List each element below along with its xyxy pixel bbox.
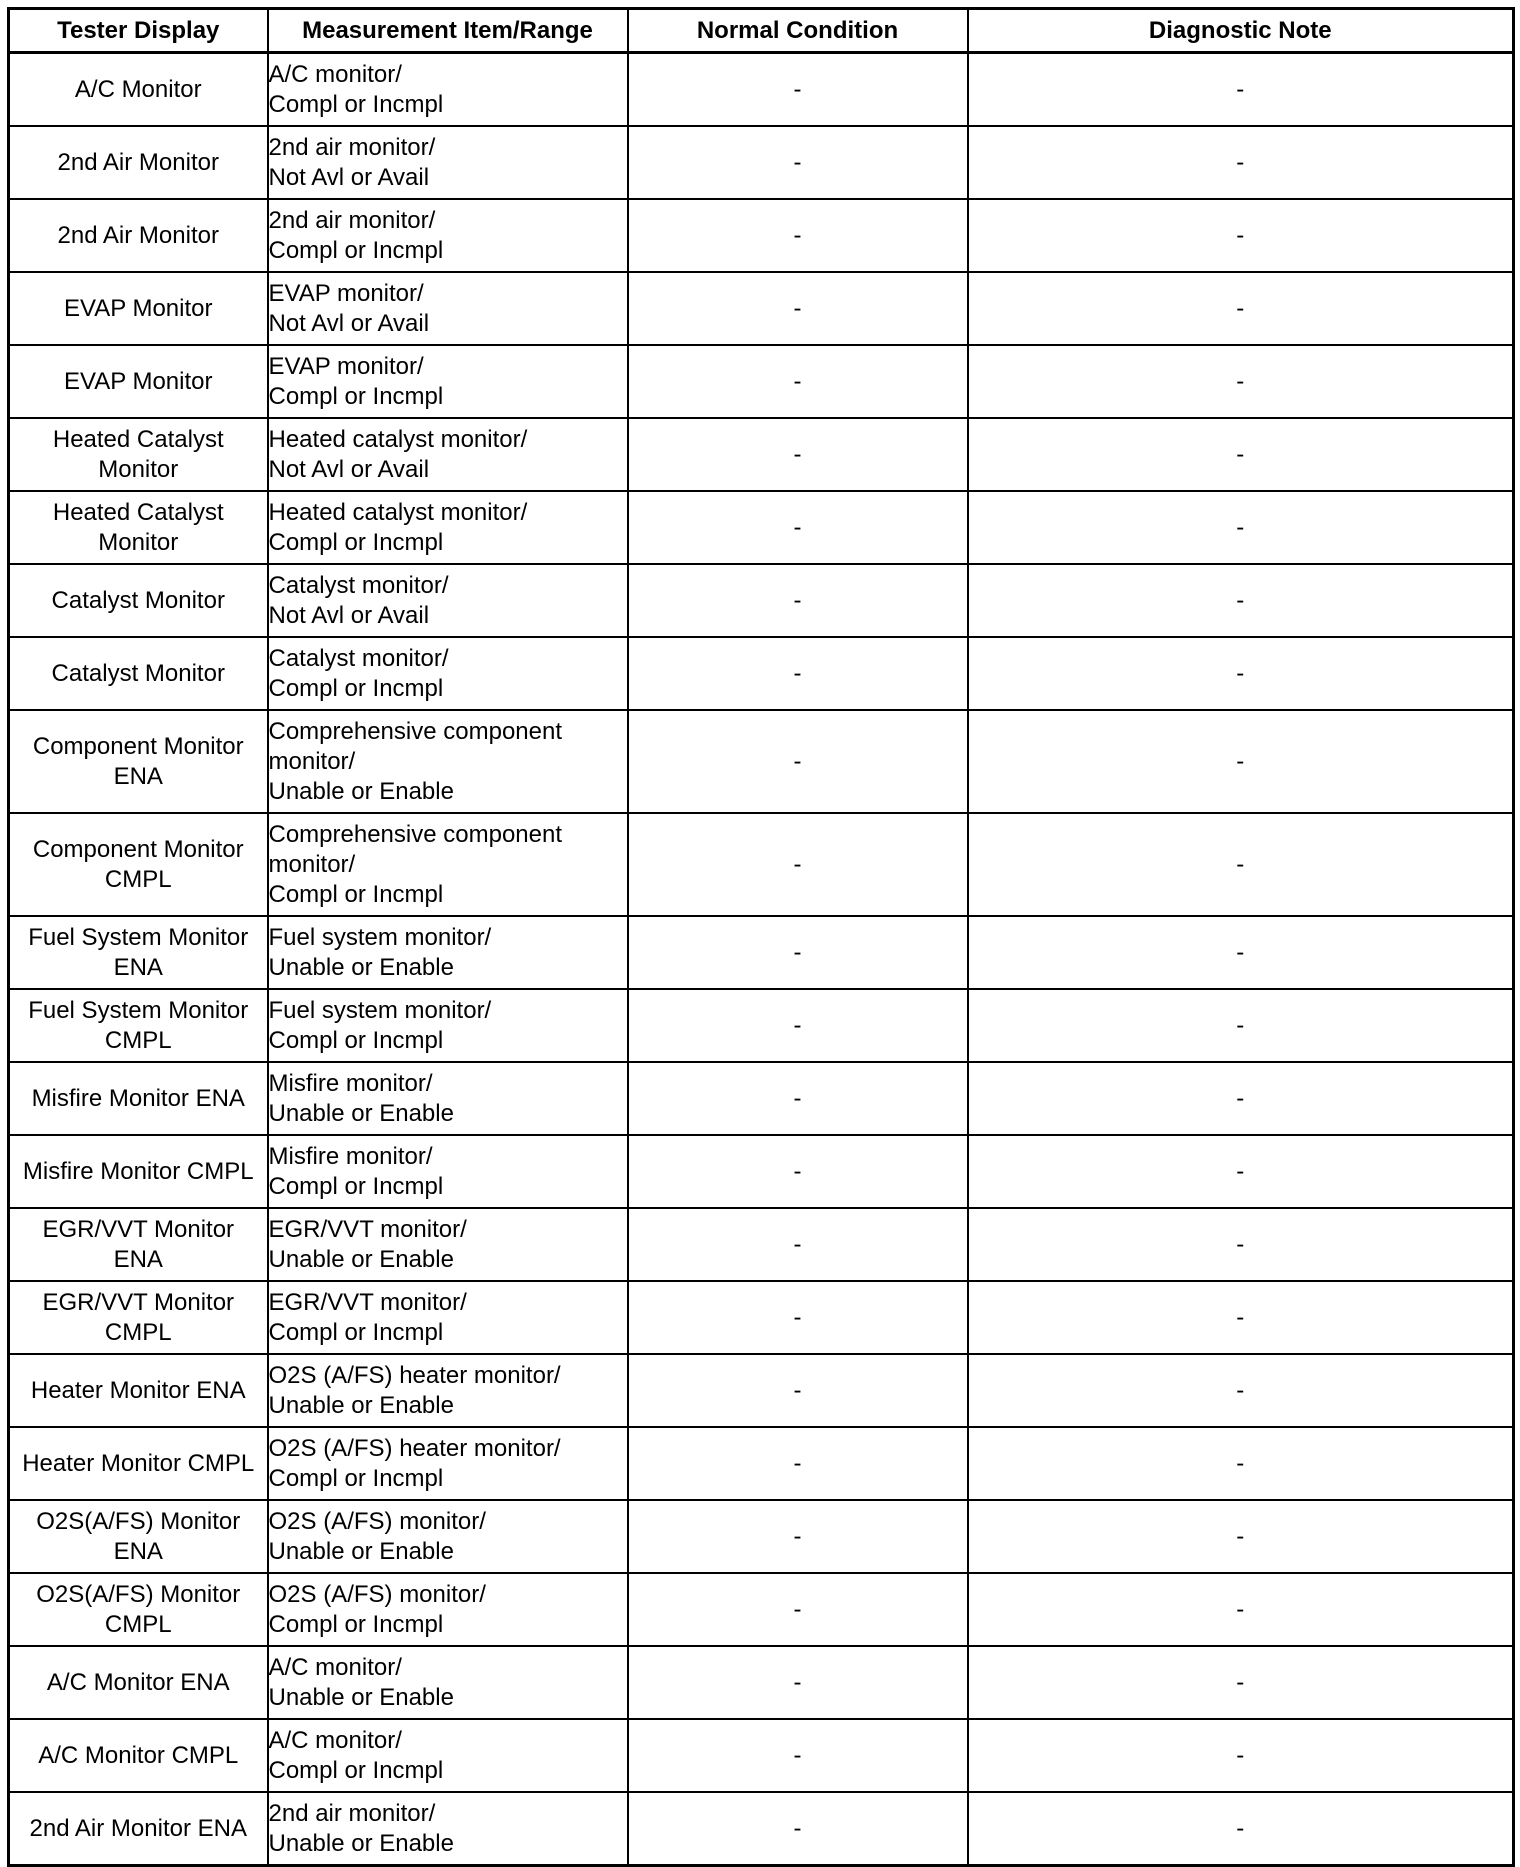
- tester-display-text: Monitor: [98, 528, 179, 556]
- table-row: [9, 1208, 1514, 1281]
- measurement-item-text: Compl or Incmpl: [268, 236, 444, 264]
- tester-display-cell: [9, 1500, 268, 1573]
- diagnostic-note-cell: -: [968, 1208, 1514, 1281]
- table-row: [9, 1135, 1514, 1208]
- normal-condition-cell: -: [628, 1208, 968, 1281]
- diagnostic-note-cell: -: [968, 916, 1514, 989]
- normal-condition-cell: -: [628, 1354, 968, 1427]
- measurement-item-text: 2nd air monitor/: [268, 133, 436, 161]
- normal-condition-cell: -: [628, 272, 968, 345]
- measurement-item-text: Unable or Enable: [268, 777, 454, 805]
- measurement-item-text: O2S (A/FS) monitor/: [268, 1507, 486, 1535]
- table-row: [9, 1281, 1514, 1354]
- measurement-item-text: O2S (A/FS) monitor/: [268, 1580, 486, 1608]
- measurement-item-text: Compl or Incmpl: [268, 674, 444, 702]
- tester-display-text: CMPL: [104, 865, 172, 893]
- measurement-item-text: Compl or Incmpl: [268, 1610, 444, 1638]
- tester-display-text: Monitor: [98, 455, 179, 483]
- measurement-item-text: Compl or Incmpl: [268, 1464, 444, 1492]
- measurement-item-text: Compl or Incmpl: [268, 528, 444, 556]
- normal-condition-cell: -: [628, 1427, 968, 1500]
- tester-display-text: CMPL: [104, 1318, 172, 1346]
- measurement-item-cell: [268, 1719, 628, 1792]
- normal-condition-cell: -: [628, 53, 968, 127]
- measurement-item-cell: [268, 53, 628, 127]
- normal-condition-cell: -: [628, 564, 968, 637]
- tester-display-cell: [9, 1208, 268, 1281]
- diagnostic-note-cell: -: [968, 989, 1514, 1062]
- measurement-item-text: Unable or Enable: [268, 1537, 454, 1565]
- diagnostic-note-cell: -: [968, 1646, 1514, 1719]
- tester-display-text: CMPL: [104, 1610, 172, 1638]
- measurement-item-text: O2S (A/FS) heater monitor/: [268, 1361, 561, 1389]
- tester-display-text: CMPL: [104, 1026, 172, 1054]
- tester-display-text: Heater Monitor CMPL: [22, 1449, 255, 1477]
- tester-display-text: ENA: [113, 1537, 163, 1565]
- tester-display-cell: [9, 989, 268, 1062]
- tester-display-text: O2S(A/FS) Monitor: [36, 1580, 241, 1608]
- tester-display-text: Fuel System Monitor: [28, 923, 249, 951]
- measurement-item-cell: [268, 1792, 628, 1866]
- tester-display-cell: [9, 1281, 268, 1354]
- measurement-item-text: Compl or Incmpl: [268, 880, 444, 908]
- measurement-item-cell: [268, 1427, 628, 1500]
- measurement-item-text: EVAP monitor/: [268, 352, 424, 380]
- normal-condition-cell: -: [628, 813, 968, 916]
- tester-display-cell: [9, 637, 268, 710]
- tester-display-text: 2nd Air Monitor: [57, 221, 219, 249]
- measurement-item-text: Unable or Enable: [268, 1245, 454, 1273]
- diagnostic-note-cell: -: [968, 126, 1514, 199]
- tester-display-cell: [9, 1135, 268, 1208]
- measurement-item-cell: [268, 345, 628, 418]
- measurement-item-text: Not Avl or Avail: [268, 601, 430, 629]
- measurement-item-text: O2S (A/FS) heater monitor/: [268, 1434, 561, 1462]
- measurement-item-text: Not Avl or Avail: [268, 309, 430, 337]
- measurement-item-text: A/C monitor/: [268, 1653, 402, 1681]
- diagnostic-note-cell: -: [968, 1135, 1514, 1208]
- table-row: [9, 1062, 1514, 1135]
- header-normal-condition: Normal Condition: [628, 9, 968, 53]
- tester-display-text: Fuel System Monitor: [28, 996, 249, 1024]
- normal-condition-cell: -: [628, 1500, 968, 1573]
- tester-display-text: 2nd Air Monitor: [57, 148, 219, 176]
- tester-display-text: Component Monitor: [32, 732, 244, 760]
- table-row: [9, 53, 1514, 127]
- measurement-item-cell: [268, 564, 628, 637]
- measurement-item-cell: [268, 916, 628, 989]
- measurement-item-text: monitor/: [268, 850, 356, 878]
- tester-display-cell: [9, 1573, 268, 1646]
- normal-condition-cell: -: [628, 989, 968, 1062]
- tester-display-cell: [9, 345, 268, 418]
- measurement-item-text: Not Avl or Avail: [268, 455, 430, 483]
- measurement-item-text: Unable or Enable: [268, 1391, 454, 1419]
- measurement-item-text: A/C monitor/: [268, 60, 402, 88]
- table-row: [9, 813, 1514, 916]
- measurement-item-text: monitor/: [268, 747, 356, 775]
- tester-display-cell: [9, 199, 268, 272]
- tester-display-text: EGR/VVT Monitor: [42, 1215, 235, 1243]
- tester-display-cell: [9, 916, 268, 989]
- measurement-item-text: Compl or Incmpl: [268, 1172, 444, 1200]
- tester-display-cell: [9, 1719, 268, 1792]
- measurement-item-text: Unable or Enable: [268, 953, 454, 981]
- tester-display-text: ENA: [113, 953, 163, 981]
- measurement-item-cell: [268, 1208, 628, 1281]
- measurement-item-cell: [268, 418, 628, 491]
- normal-condition-cell: -: [628, 1281, 968, 1354]
- tester-display-cell: [9, 1792, 268, 1866]
- tester-display-cell: [9, 491, 268, 564]
- tester-display-text: A/C Monitor ENA: [46, 1668, 230, 1696]
- tester-display-text: A/C Monitor: [74, 75, 202, 103]
- tester-display-text: Heater Monitor ENA: [30, 1376, 246, 1404]
- normal-condition-cell: -: [628, 916, 968, 989]
- table-row: [9, 272, 1514, 345]
- normal-condition-cell: -: [628, 418, 968, 491]
- measurement-item-cell: [268, 1500, 628, 1573]
- measurement-item-cell: [268, 813, 628, 916]
- diagnostic-note-cell: -: [968, 345, 1514, 418]
- normal-condition-cell: -: [628, 345, 968, 418]
- table-row: [9, 1427, 1514, 1500]
- normal-condition-cell: -: [628, 126, 968, 199]
- table-row: [9, 637, 1514, 710]
- table-row: [9, 916, 1514, 989]
- diagnostic-note-cell: -: [968, 1792, 1514, 1866]
- table-row: [9, 1719, 1514, 1792]
- measurement-item-text: Heated catalyst monitor/: [268, 425, 528, 453]
- tester-display-text: A/C Monitor CMPL: [38, 1741, 239, 1769]
- measurement-item-cell: [268, 272, 628, 345]
- table-row: [9, 1354, 1514, 1427]
- table-row: [9, 126, 1514, 199]
- measurement-item-text: Heated catalyst monitor/: [268, 498, 528, 526]
- tester-display-text: O2S(A/FS) Monitor: [36, 1507, 241, 1535]
- tester-display-text: EVAP Monitor: [63, 294, 213, 322]
- normal-condition-cell: -: [628, 1062, 968, 1135]
- diagnostic-note-cell: -: [968, 813, 1514, 916]
- measurement-item-text: Unable or Enable: [268, 1829, 454, 1857]
- measurement-item-text: Misfire monitor/: [268, 1142, 433, 1170]
- normal-condition-cell: -: [628, 1719, 968, 1792]
- measurement-item-cell: [268, 1354, 628, 1427]
- diagnostic-note-cell: -: [968, 1719, 1514, 1792]
- tester-display-text: EVAP Monitor: [63, 367, 213, 395]
- diagnostic-note-cell: -: [968, 1500, 1514, 1573]
- tester-display-cell: [9, 53, 268, 127]
- normal-condition-cell: -: [628, 1792, 968, 1866]
- measurement-item-text: Misfire monitor/: [268, 1069, 433, 1097]
- tester-display-cell: [9, 272, 268, 345]
- normal-condition-cell: -: [628, 637, 968, 710]
- diagnostic-note-cell: -: [968, 199, 1514, 272]
- table-row: [9, 1573, 1514, 1646]
- measurement-item-text: Compl or Incmpl: [268, 1318, 444, 1346]
- measurement-item-text: Catalyst monitor/: [268, 644, 449, 672]
- diagnostic-note-cell: -: [968, 1354, 1514, 1427]
- tester-display-cell: [9, 418, 268, 491]
- measurement-item-text: 2nd air monitor/: [268, 1799, 436, 1827]
- table-row: [9, 564, 1514, 637]
- table-row: [9, 199, 1514, 272]
- tester-display-text: Catalyst Monitor: [51, 659, 225, 687]
- measurement-item-cell: [268, 199, 628, 272]
- tester-display-cell: [9, 126, 268, 199]
- table-row: [9, 345, 1514, 418]
- measurement-item-cell: [268, 491, 628, 564]
- measurement-item-cell: [268, 637, 628, 710]
- measurement-item-cell: [268, 1135, 628, 1208]
- tester-display-text: Heated Catalyst: [52, 498, 224, 526]
- normal-condition-cell: -: [628, 1135, 968, 1208]
- table-row: [9, 418, 1514, 491]
- normal-condition-cell: -: [628, 1646, 968, 1719]
- table-row: [9, 989, 1514, 1062]
- tester-display-text: Catalyst Monitor: [51, 586, 225, 614]
- diagnostic-note-cell: -: [968, 637, 1514, 710]
- tester-display-cell: [9, 1427, 268, 1500]
- diagnostic-note-cell: -: [968, 710, 1514, 813]
- measurement-item-cell: [268, 1062, 628, 1135]
- tester-display-cell: [9, 1646, 268, 1719]
- measurement-item-cell: [268, 1573, 628, 1646]
- measurement-item-cell: [268, 1281, 628, 1354]
- diagnostic-note-cell: -: [968, 418, 1514, 491]
- table-row: [9, 710, 1514, 813]
- diagnostic-note-cell: -: [968, 1427, 1514, 1500]
- normal-condition-cell: -: [628, 710, 968, 813]
- tester-display-cell: [9, 710, 268, 813]
- tester-display-text: ENA: [113, 762, 163, 790]
- diagnostic-note-cell: -: [968, 491, 1514, 564]
- measurement-item-text: Compl or Incmpl: [268, 382, 444, 410]
- table-row: [9, 1792, 1514, 1866]
- diagnostic-note-cell: -: [968, 53, 1514, 127]
- measurement-item-text: EGR/VVT monitor/: [268, 1288, 467, 1316]
- measurement-item-text: EVAP monitor/: [268, 279, 424, 307]
- tester-display-text: 2nd Air Monitor ENA: [29, 1814, 247, 1842]
- measurement-item-cell: [268, 710, 628, 813]
- header-diagnostic-note: Diagnostic Note: [968, 9, 1514, 53]
- measurement-item-text: Compl or Incmpl: [268, 90, 444, 118]
- table-header-row: [9, 9, 1514, 53]
- monitor-status-table: [7, 7, 1515, 1867]
- measurement-item-text: Comprehensive component: [268, 717, 562, 745]
- tester-display-text: Misfire Monitor CMPL: [22, 1157, 254, 1185]
- normal-condition-cell: -: [628, 491, 968, 564]
- measurement-item-cell: [268, 126, 628, 199]
- diagnostic-note-cell: -: [968, 1281, 1514, 1354]
- measurement-item-cell: [268, 1646, 628, 1719]
- diagnostic-note-cell: -: [968, 1573, 1514, 1646]
- tester-display-text: Heated Catalyst: [52, 425, 224, 453]
- normal-condition-cell: -: [628, 1573, 968, 1646]
- measurement-item-text: Fuel system monitor/: [268, 923, 492, 951]
- diagnostic-note-cell: -: [968, 1062, 1514, 1135]
- tester-display-text: ENA: [113, 1245, 163, 1273]
- table-row: [9, 1646, 1514, 1719]
- diagnostic-note-cell: -: [968, 272, 1514, 345]
- measurement-item-text: Unable or Enable: [268, 1683, 454, 1711]
- measurement-item-text: Catalyst monitor/: [268, 571, 449, 599]
- tester-display-cell: [9, 1354, 268, 1427]
- normal-condition-cell: -: [628, 199, 968, 272]
- measurement-item-text: A/C monitor/: [268, 1726, 402, 1754]
- measurement-item-text: EGR/VVT monitor/: [268, 1215, 467, 1243]
- tester-display-cell: [9, 1062, 268, 1135]
- tester-display-cell: [9, 813, 268, 916]
- table-body: [9, 53, 1514, 1866]
- tester-display-text: Misfire Monitor ENA: [31, 1084, 245, 1112]
- tester-display-text: EGR/VVT Monitor: [42, 1288, 235, 1316]
- measurement-item-text: Not Avl or Avail: [268, 163, 430, 191]
- table-row: [9, 491, 1514, 564]
- measurement-item-text: 2nd air monitor/: [268, 206, 436, 234]
- measurement-item-text: Unable or Enable: [268, 1099, 454, 1127]
- measurement-item-text: Comprehensive component: [268, 820, 562, 848]
- measurement-item-text: Fuel system monitor/: [268, 996, 492, 1024]
- tester-display-text: Component Monitor: [32, 835, 244, 863]
- tester-display-cell: [9, 564, 268, 637]
- header-tester-display: Tester Display: [9, 9, 268, 53]
- header-measurement-item: Measurement Item/Range: [268, 9, 628, 53]
- measurement-item-text: Compl or Incmpl: [268, 1026, 444, 1054]
- measurement-item-text: Compl or Incmpl: [268, 1756, 444, 1784]
- table-row: [9, 1500, 1514, 1573]
- measurement-item-cell: [268, 989, 628, 1062]
- diagnostic-note-cell: -: [968, 564, 1514, 637]
